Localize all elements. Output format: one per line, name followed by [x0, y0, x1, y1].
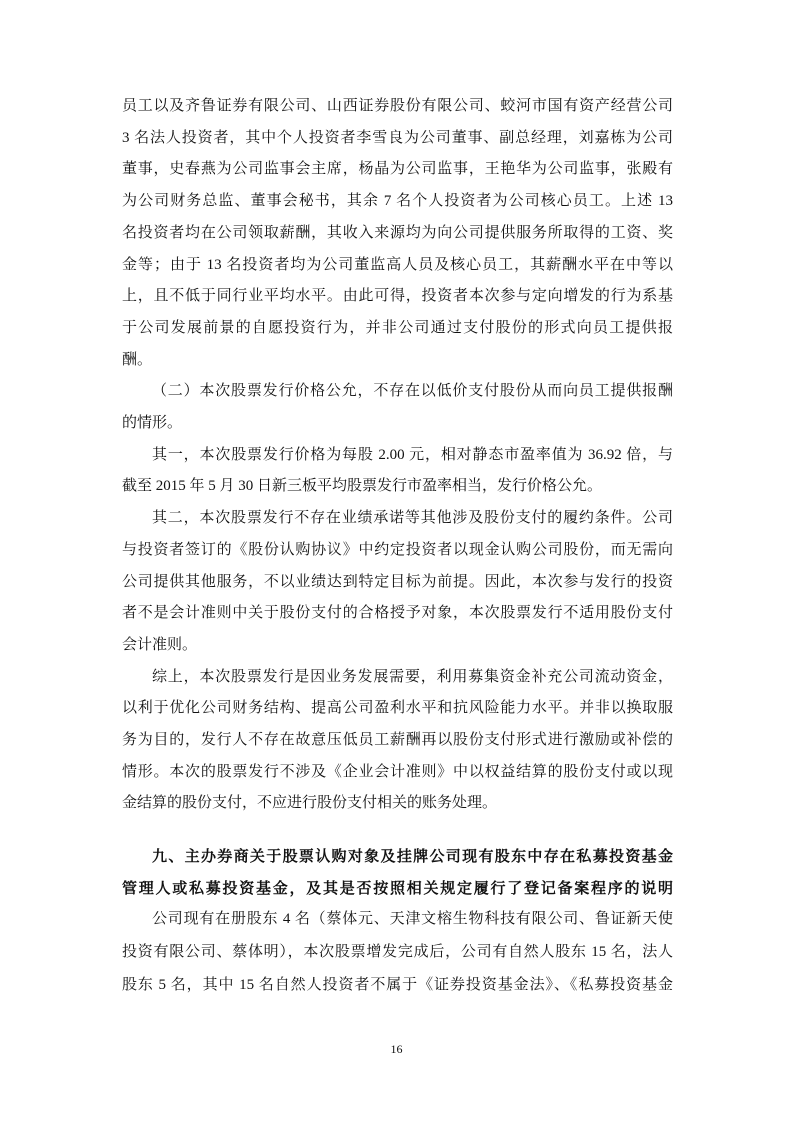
body-text: [122, 91, 673, 820]
text-line: 金结算的股份支付，不应进行股份支付相关的账务处理。: [122, 795, 498, 812]
section-heading: [122, 841, 673, 905]
paragraph: [122, 903, 673, 1002]
paragraph: [122, 440, 673, 503]
text-line: 名投资者均在公司领取薪酬，其收入来源均为向公司提供服务所取得的工资、奖: [122, 224, 673, 241]
text-line: 者不是会计准则中关于股份支付的合格授予对象，本次股票发行不适用股份支付: [122, 605, 673, 622]
text-line: 金等；由于 13 名投资者均为公司董监高人员及核心员工，其薪酬水平在中等以: [122, 256, 673, 273]
text-line: 董事，史春燕为公司监事会主席，杨晶为公司监事，王艳华为公司监事，张殿有: [122, 161, 673, 178]
text-line: 公司现有在册股东 4 名（蔡体元、天津文榕生物科技有限公司、鲁证新天使: [152, 911, 673, 927]
text-line: 务为目的，发行人不存在故意压低员工薪酬再以股份支付形式进行激励或补偿的: [122, 732, 673, 749]
text-line: 酬。: [122, 351, 153, 368]
text-line: 截至 2015 年 5 月 30 日新三板平均股票发行市盈率相当，发行价格公允。: [122, 478, 603, 495]
text-line: 的情形。: [122, 415, 183, 432]
text-line: 上，且不低于同行业平均水平。由此可得，投资者本次参与定向增发的行为系基: [122, 288, 673, 305]
heading-line: 管理人或私募投资基金，及其是否按照相关规定履行了登记备案程序的说明: [122, 881, 673, 897]
text-line: 与投资者签订的《股份认购协议》中约定投资者以现金认购公司股份，而无需向: [122, 541, 673, 558]
text-line: 于公司发展前景的自愿投资行为，并非公司通过支付股份的形式向员工提供报: [122, 319, 673, 336]
text-line: 公司提供其他服务，不以业绩达到特定目标为前提。因此，本次参与发行的投资: [122, 573, 673, 590]
text-line: 3 名法人投资者，其中个人投资者李雪良为公司董事、副总经理，刘嘉栋为公司: [122, 129, 673, 146]
heading-line: 九、主办券商关于股票认购对象及挂牌公司现有股东中存在私募投资基金: [152, 849, 673, 865]
text-line: 其二，本次股票发行不存在业绩承诺等其他涉及股份支付的履约条件。公司: [152, 510, 673, 527]
page-number: 16: [390, 1042, 403, 1056]
paragraph: [122, 91, 673, 376]
text-line: 会计准则。: [122, 636, 198, 653]
text-line: （二）本次股票发行价格公允，不存在以低价支付股份从而向员工提供报酬: [152, 383, 673, 400]
text-line: 情形。本次的股票发行不涉及《企业会计准则》中以权益结算的股份支付或以现: [122, 763, 673, 780]
text-line: 员工以及齐鲁证券有限公司、山西证券股份有限公司、蛟河市国有资产经营公司: [122, 98, 673, 114]
text-line: 以利于优化公司财务结构、提高公司盈利水平和抗风险能力水平。并非以换取服: [122, 700, 673, 717]
paragraph: [122, 662, 673, 821]
paragraph: [122, 503, 673, 662]
text-line: 为公司财务总监、董事会秘书，其余 7 名个人投资者为公司核心员工。上述 13: [122, 193, 673, 210]
text-line: 股东 5 名，其中 15 名自然人投资者不属于《证券投资基金法》、《私募投资基金: [122, 977, 673, 993]
text-line: 综上，本次股票发行是因业务发展需要，利用募集资金补充公司流动资金，: [152, 668, 673, 685]
text-line: 投资有限公司、蔡体明），本次股票增发完成后，公司有自然人股东 15 名，法人: [122, 944, 673, 960]
paragraph: [122, 376, 673, 439]
text-line: 其一，本次股票发行价格为每股 2.00 元，相对静态市盈率值为 36.92 倍，与: [152, 446, 673, 463]
